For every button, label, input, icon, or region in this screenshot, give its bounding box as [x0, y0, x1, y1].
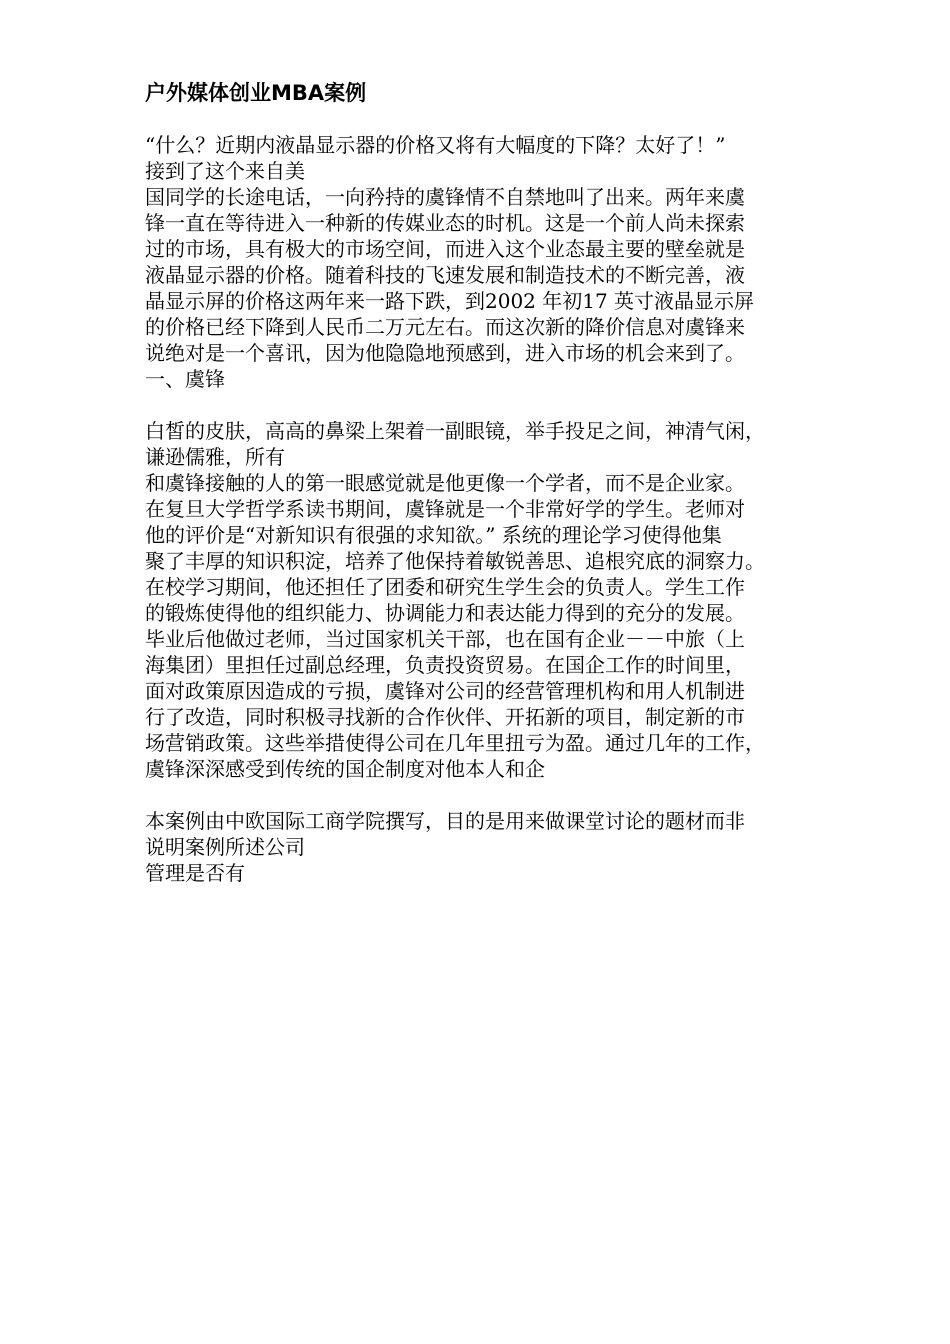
text-line: 谦逊儒雅，所有	[145, 445, 285, 469]
text-line: 说绝对是一个喜讯，因为他隐隐地预感到，进入市场的机会来到了。	[145, 341, 745, 365]
text-line: 白皙的皮肤，高高的鼻梁上架着一副眼镜，举手投足之间，神清气闲，	[145, 419, 765, 443]
text-line: 面对政策原因造成的亏损，虞锋对公司的经营管理机构和用人机制进	[145, 679, 745, 703]
paragraph-background	[145, 184, 885, 392]
document-page	[145, 78, 885, 886]
text-line: 行了改造，同时积极寻找新的合作伙伴、开拓新的项目，制定新的市	[145, 705, 745, 729]
text-line: 和虞锋接触的人的第一眼感觉就是他更像一个学者，而不是企业家。	[145, 471, 745, 495]
paragraph-description	[145, 418, 885, 470]
paragraph-intro-quote	[145, 132, 885, 184]
text-line: 聚了丰厚的知识积淀，培养了他保持着敏锐善思、追根究底的洞察力。	[145, 549, 765, 573]
text-line: 虞锋深深感受到传统的国企制度对他本人和企	[145, 757, 545, 781]
text-line: 过的市场，具有极大的市场空间，而进入这个业态最主要的壁垒就是	[145, 237, 745, 261]
paragraph-disclaimer	[145, 808, 885, 860]
text-line: “什么？近期内液晶显示器的价格又将有大幅度的下降？太好了！”	[145, 133, 726, 157]
text-line: 在校学习期间，他还担任了团委和研究生学生会的负责人。学生工作	[145, 575, 745, 599]
text-line: 他的评价是“对新知识有很强的求知欲。” 系统的理论学习使得他集	[145, 523, 722, 547]
text-line: 本案例由中欧国际工商学院撰写，目的是用来做课堂讨论的题材而非	[145, 809, 745, 833]
text-line: 晶显示屏的价格这两年来一路下跌，到2002 年初17 英寸液晶显示屏	[145, 289, 755, 313]
text-line: 锋一直在等待进入一种新的传媒业态的时机。这是一个前人尚未探索	[145, 211, 745, 235]
text-line: 在复旦大学哲学系读书期间，虞锋就是一个非常好学的学生。老师对	[145, 497, 745, 521]
text-line: 的价格已经下降到人民币二万元左右。而这次新的降价信息对虞锋来	[145, 315, 745, 339]
text-line: 接到了这个来自美	[145, 159, 305, 183]
text-line: 场营销政策。这些举措使得公司在几年里扭亏为盈。通过几年的工作，	[145, 731, 765, 755]
paragraph-gap	[145, 782, 885, 808]
paragraph-disclaimer-end	[145, 860, 885, 886]
text-line: 国同学的长途电话，一向矜持的虞锋情不自禁地叫了出来。两年来虞	[145, 185, 745, 209]
text-line: 液晶显示器的价格。随着科技的飞速发展和制造技术的不断完善，液	[145, 263, 745, 287]
paragraph-gap	[145, 392, 885, 418]
text-line: 海集团）里担任过副总经理，负责投资贸易。在国企工作的时间里，	[145, 653, 745, 677]
paragraph-biography	[145, 470, 885, 782]
section-heading: 一、虞锋	[145, 367, 225, 391]
text-line: 的锻炼使得他的组织能力、协调能力和表达能力得到的充分的发展。	[145, 601, 745, 625]
text-line: 说明案例所述公司	[145, 835, 305, 859]
text-line: 管理是否有	[145, 861, 245, 885]
text-line: 毕业后他做过老师，当过国家机关干部，也在国有企业－－中旅（上	[145, 627, 745, 651]
document-title: 户外媒体创业MBA案例	[145, 81, 367, 105]
